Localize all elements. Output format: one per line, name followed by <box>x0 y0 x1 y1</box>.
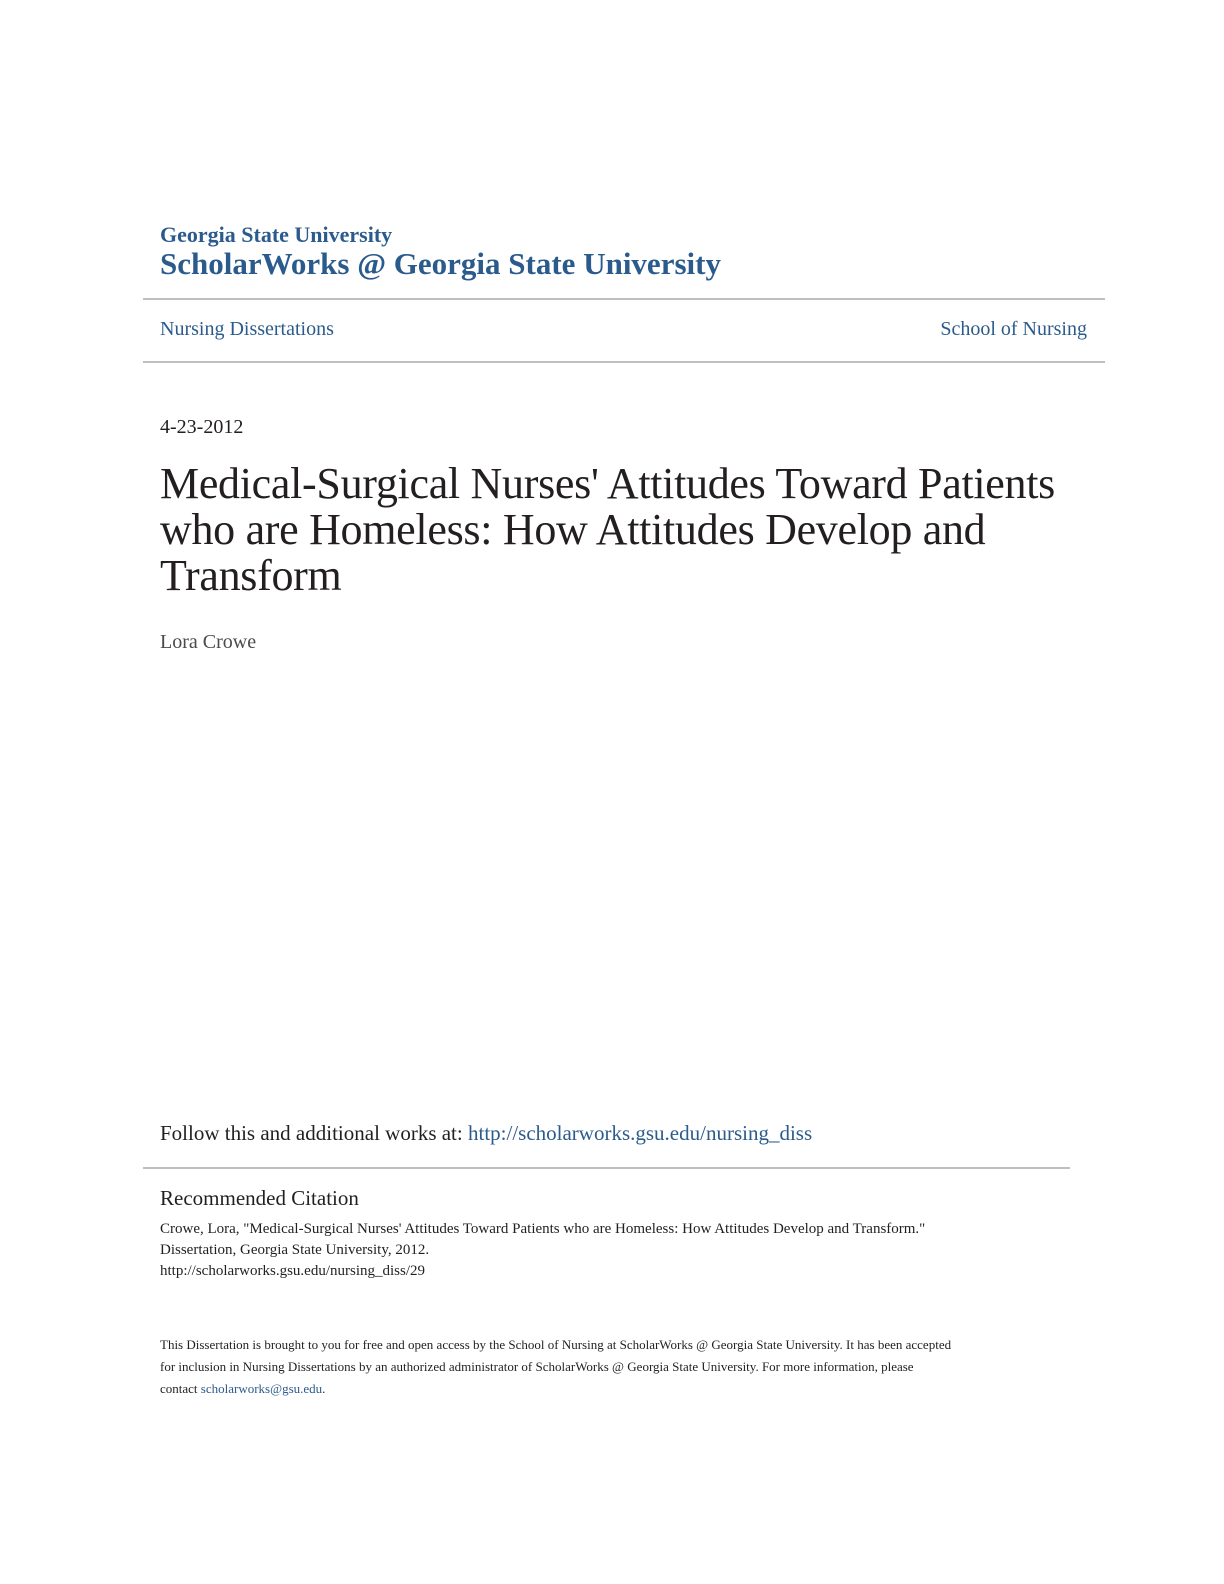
citation-line: Crowe, Lora, "Medical-Surgical Nurses' Attitudes Toward Patients who are Homeless: How Attitudes Develop and Transform." <box>160 1221 926 1237</box>
collection-url-link[interactable]: http://scholarworks.gsu.edu/nursing_diss <box>467 1121 813 1145</box>
institution-name: Georgia State University <box>160 222 393 247</box>
contact-suffix: . <box>322 1381 326 1396</box>
access-note-line: for inclusion in Nursing Dissertations by an authorized administrator of ScholarWorks @ Georgia State University. For more information, please <box>160 1359 914 1374</box>
citation-text <box>160 1219 1060 1282</box>
contact-prefix: contact <box>160 1381 201 1396</box>
contact-email-link[interactable]: scholarworks@gsu.edu <box>200 1381 323 1396</box>
publication-date: 4-23-2012 <box>160 416 244 438</box>
citation-heading: Recommended Citation <box>160 1186 359 1210</box>
nav-divider <box>143 361 1105 363</box>
title-line: Transform <box>160 551 342 600</box>
series-link[interactable]: Nursing Dissertations <box>160 318 334 340</box>
follow-prefix: Follow this and additional works at: <box>160 1121 468 1145</box>
citation-line: http://scholarworks.gsu.edu/nursing_diss/29 <box>160 1263 425 1279</box>
department-link[interactable]: School of Nursing <box>940 318 1087 340</box>
repository-name[interactable]: ScholarWorks @ Georgia State University <box>160 246 721 281</box>
title-line: who are Homeless: How Attitudes Develop and <box>160 505 986 554</box>
document-title <box>160 461 1080 599</box>
header-divider <box>143 298 1105 300</box>
citation-line: Dissertation, Georgia State University, 2012. <box>160 1242 430 1258</box>
follow-divider <box>143 1167 1070 1169</box>
author-name: Lora Crowe <box>160 631 257 653</box>
title-line: Medical-Surgical Nurses' Attitudes Toward Patients <box>160 459 1055 508</box>
access-note <box>160 1334 1060 1400</box>
access-note-line <box>160 1378 1060 1400</box>
follow-line <box>160 1121 812 1146</box>
access-note-line: This Dissertation is brought to you for free and open access by the School of Nursing at ScholarWorks @ Georgia State University. It has been accepted <box>160 1337 952 1352</box>
